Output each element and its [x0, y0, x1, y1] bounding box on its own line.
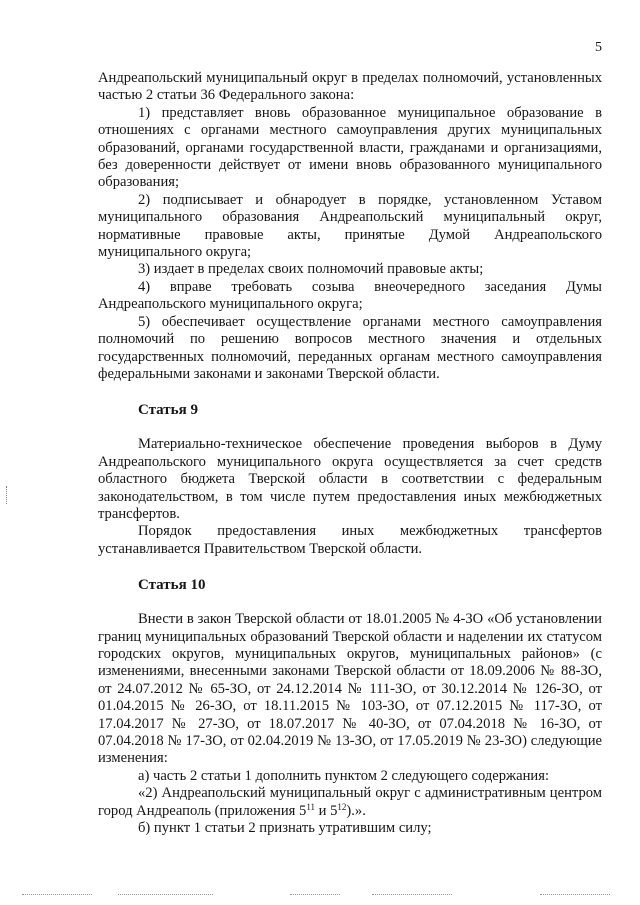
article-10-quote-paragraph: [98, 785, 602, 820]
footer-dotted-line: [372, 894, 452, 896]
footer-dotted-line: [22, 894, 92, 896]
article-10-paragraph: б) пункт 1 статьи 2 признать утратившим силу;: [138, 820, 432, 837]
spacer: [98, 558, 602, 576]
list-item: 3) издает в пределах своих полномочий правовые акты;: [138, 261, 484, 278]
list-item: 2) подписывает и обнародует в порядке, установленном Уставом муниципального образования Андреапольский муниципальный округ, нормативные правовые акты, принятые Думой Андреапольского муниципального округа;: [98, 191, 602, 261]
footer-dotted-line: [118, 894, 213, 896]
article-10-paragraph: а) часть 2 статьи 1 дополнить пунктом 2 следующего содержания:: [138, 767, 549, 784]
footer-dotted-line: [290, 894, 340, 896]
margin-mark: [6, 486, 9, 504]
list-item: 5) обеспечивает осуществление органами местного самоуправления полномочий по решению вопросов местного значения и отдельных государственных полномочий, переданных органам местного самоуправления федеральными законами и законами Тверской области.: [98, 313, 602, 382]
quote-end: ).».: [346, 802, 366, 819]
spacer: [98, 419, 602, 436]
spacer: [98, 594, 602, 611]
superscript: 12: [337, 801, 347, 812]
article-9-heading: Статья 9: [138, 402, 198, 419]
footer-dotted-line: [540, 894, 610, 896]
document-body: [98, 70, 602, 837]
list-item: 1) представляет вновь образованное муниципальное образование в отношениях с органами местного самоуправления других муниципальных образований, органами государственной власти, гражданами и организациями, без доверенности действует от имени вновь образованного муниципального образования;: [98, 104, 602, 191]
page-number: 5: [595, 40, 602, 55]
spacer: [98, 383, 602, 401]
superscript: 11: [306, 801, 315, 812]
article-10-paragraph: Внести в закон Тверской области от 18.01.2005 № 4-ЗО «Об установлении границ муниципальных образований Тверской области и наделении их статусом городских округов, муниципальных округов, муниципальных районов» (с изменениями, внесенными законами Тверской области от 18.09.2006 № 88-ЗО, от 24.07.2012 № 65-ЗО, от 24.12.2014 № 111-ЗО, от 30.12.2014 № 126-ЗО, от 01.04.2015 № 26-ЗО, от 18.11.2015 № 103-ЗО, от 07.12.2015 № 117-ЗО, от 17.04.2017 № 27-ЗО, от 18.07.2017 № 40-ЗО, от 07.04.2018 № 16-ЗО, от 07.04.2018 № 17-ЗО, от 02.04.2019 № 13-ЗО, от 17.05.2019 № 23-ЗО) следующие изменения:: [98, 611, 602, 767]
quote-mid: и 5: [315, 802, 338, 819]
article-9-paragraph: Порядок предоставления иных межбюджетных трансфертов устанавливается Правительством Тверской области.: [98, 523, 602, 557]
intro-paragraph: Андреапольский муниципальный округ в пределах полномочий, установленных частью 2 статьи 36 Федерального закона:: [98, 70, 602, 104]
quote-text: «2) Андреапольский муниципальный округ с административным центром город Андреаполь (приложения 5: [98, 785, 602, 819]
list-item: 4) вправе требовать созыва внеочередного заседания Думы Андреапольского муниципального округа;: [98, 278, 602, 313]
article-10-heading: Статья 10: [138, 577, 206, 594]
article-9-paragraph: Материально-техническое обеспечение проведения выборов в Думу Андреапольского муниципального округа осуществляется за счет средств областного бюджета Тверской области в соответствии с федеральным законодательством, в том числе путем предоставления иных межбюджетных трансфертов.: [98, 436, 602, 522]
